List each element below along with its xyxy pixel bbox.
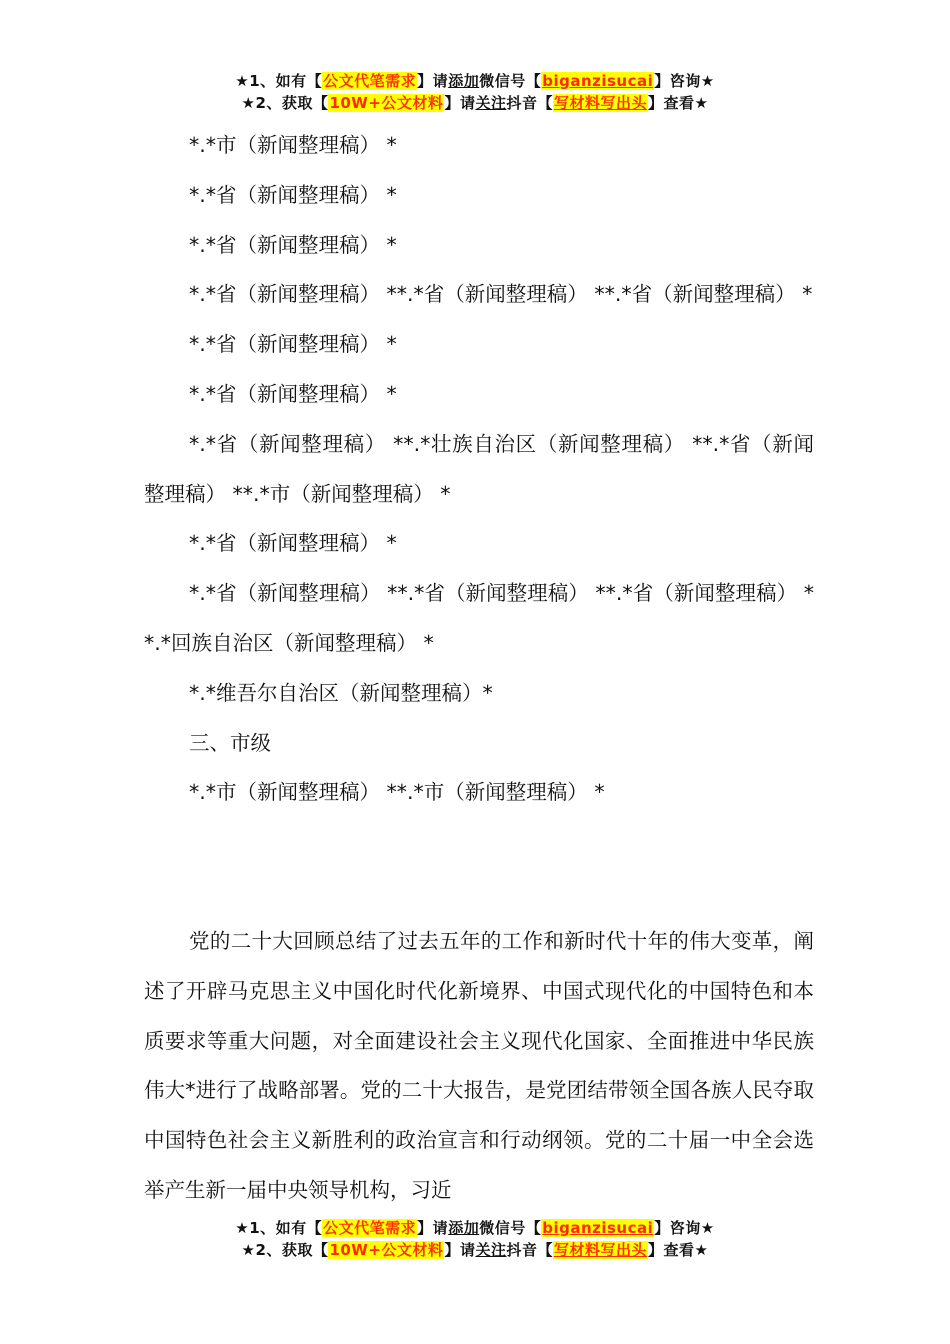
body-paragraph-block	[144, 917, 814, 1216]
banner-line-1	[0, 70, 950, 92]
banner-highlight: 10W+公文材料	[329, 94, 444, 112]
banner-text: ★1、如有【	[235, 1219, 323, 1237]
douyin-account: 写材料写出头	[553, 1241, 647, 1259]
list-line: *.*省（新闻整理稿） **.*省（新闻整理稿） **.*省（新闻整理稿） **.*回族自治区（新闻整理稿） *	[144, 581, 814, 655]
list-line: *.*省（新闻整理稿） **.*省（新闻整理稿） **.*省（新闻整理稿） *	[189, 282, 813, 307]
list-line: *.*省（新闻整理稿） **.*壮族自治区（新闻整理稿） **.*省（新闻整理稿） **.*市（新闻整理稿） *	[144, 431, 814, 506]
wechat-id: biganzisucai	[542, 72, 654, 90]
banner-highlight: 10W+公文材料	[329, 1241, 444, 1259]
list-line: *.*省（新闻整理稿） *	[189, 381, 397, 406]
list-line: *.*省（新闻整理稿） *	[189, 232, 397, 257]
banner-text: 】请	[444, 1241, 476, 1259]
banner-text: 】咨询★	[654, 72, 715, 90]
banner-text: 】查看★	[648, 94, 709, 112]
banner-text: 微信号【	[479, 1219, 542, 1237]
banner-emphasis: 关注	[475, 1241, 507, 1259]
list-line: *.*市（新闻整理稿） *	[189, 133, 397, 157]
banner-text: 】咨询★	[654, 1219, 715, 1237]
list-line: *.*省（新闻整理稿） *	[189, 332, 397, 357]
banner-text: 】请	[444, 94, 476, 112]
banner-highlight: 公文代笔需求	[323, 72, 417, 90]
list-line: *.*省（新闻整理稿） *	[189, 531, 397, 556]
bottom-banner	[0, 1217, 950, 1261]
banner-emphasis: 关注	[475, 94, 507, 112]
banner-text: 】请	[417, 72, 449, 90]
document-list	[144, 121, 814, 818]
banner-text: ★2、获取【	[241, 94, 329, 112]
banner-line-2	[0, 92, 950, 114]
list-line: *.*市（新闻整理稿） **.*市（新闻整理稿） *	[189, 780, 605, 805]
section-heading: 三、市级	[189, 730, 271, 755]
banner-emphasis: 添加	[448, 1219, 480, 1237]
top-banner	[0, 70, 950, 114]
douyin-account: 写材料写出头	[553, 94, 647, 112]
list-line: *.*省（新闻整理稿） *	[189, 182, 397, 207]
banner-text: 】请	[417, 1219, 449, 1237]
banner-highlight: 公文代笔需求	[323, 1219, 417, 1237]
banner-text: 微信号【	[479, 72, 542, 90]
banner-emphasis: 添加	[448, 72, 480, 90]
banner-text: ★1、如有【	[235, 72, 323, 90]
body-paragraph: 党的二十大回顾总结了过去五年的工作和新时代十年的伟大变革，阐述了开辟马克思主义中国化时代化新境界、中国式现代化的中国特色和本质要求等重大问题，对全面建设社会主义现代化国家、全面推进中华民族伟大*进行了战略部署。党的二十大报告，是党团结带领全国各族人民夺取中国特色社会主义新胜利的政治宣言和行动纲领。党的二十届一中全会选举产生新一届中央领导机构，习近	[144, 929, 814, 1202]
wechat-id: biganzisucai	[542, 1219, 654, 1237]
list-line: *.*维吾尔自治区（新闻整理稿）*	[189, 680, 493, 705]
banner-line-1	[0, 1217, 950, 1239]
banner-text: 】查看★	[648, 1241, 709, 1259]
banner-text: 抖音【	[506, 94, 553, 112]
banner-text: 抖音【	[506, 1241, 553, 1259]
banner-line-2	[0, 1239, 950, 1261]
banner-text: ★2、获取【	[241, 1241, 329, 1259]
